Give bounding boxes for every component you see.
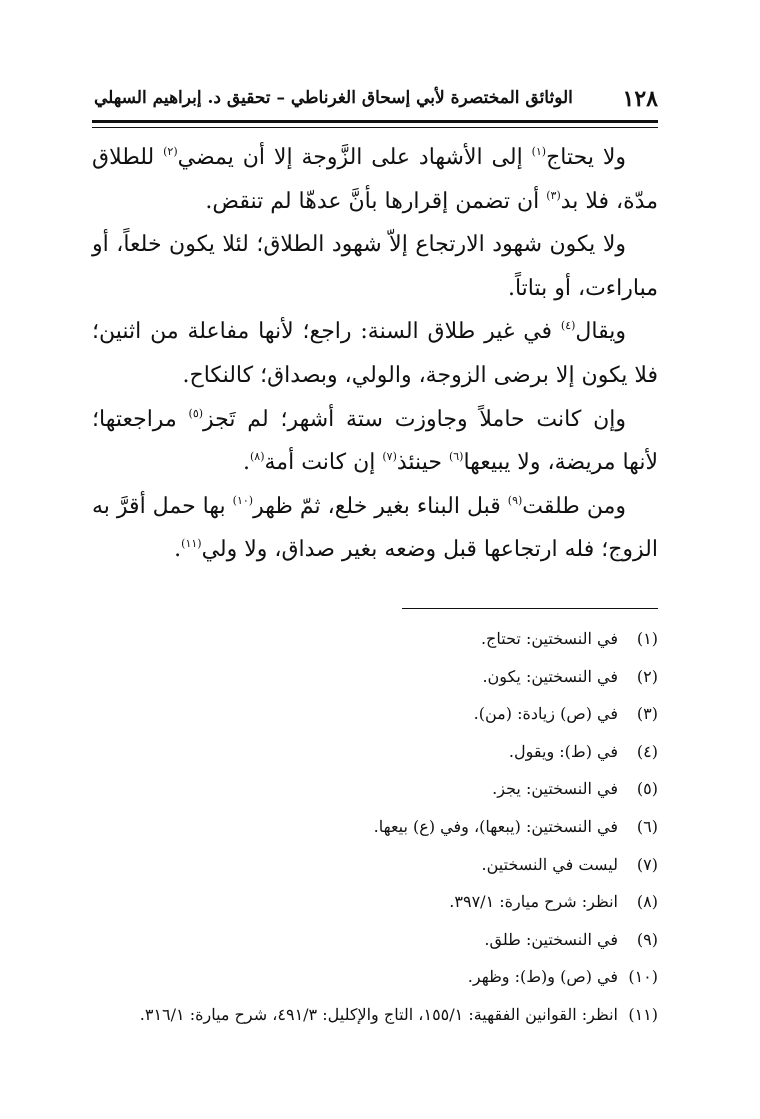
footnote-number: (١) [636,629,658,648]
footnote [92,958,658,996]
footnote [92,770,658,808]
footnote-text: في (ص) زيادة: (من). [473,704,618,724]
footnote [92,921,658,959]
body-text [92,136,658,572]
text-run: إن كانت أمة [264,450,383,476]
text-run: في غير طلاق السنة: راجع؛ لأنها مفاعلة من اثنين؛ فلا يكون إلا برضى الزوجة، والولي، وبصداق؛ كالنكاح. [92,319,658,388]
footnote [92,846,658,884]
body-paragraph [92,136,658,223]
footnote-number: (٨) [636,892,658,912]
footnote-marker: (٥) [188,406,204,420]
footnote-number: (٩) [636,929,658,949]
footnote-marker: (٨) [250,450,265,464]
footnote [92,808,658,846]
header-rule-thin [92,127,658,128]
text-run: ولا يكون شهود الارتجاع إلاّ شهود الطلاق؛ لئلا يكون خلعاً، أو مباراءت، أو بتاتاً. [92,232,658,301]
footnote-text: في النسختين: طلق. [484,929,618,949]
footnote-marker: (٢) [163,145,178,158]
text-run: . [174,537,182,563]
page-number: ١٢٨ [622,86,658,112]
footnote [92,658,658,696]
text-run: أن تضمن إقرارها بأنَّ عدهّا لم تنقض. [205,188,547,214]
footnote-marker: (٧) [382,450,397,464]
footnote [92,996,658,1034]
footnote-separator [402,608,658,609]
body-paragraph [92,223,658,310]
footnote-number: (٦) [636,816,658,836]
footnote-text: انظر: القوانين الفقهية: ١٥٥/١، التاج والإكليل: ٤٩١/٣، شرح ميارة: ٣١٦/١. [139,1004,618,1024]
text-run: للطلاق مدّة، فلا بد [92,145,658,214]
footnote-marker: (٣) [546,188,561,202]
footnote-text: في (ط): ويقول. [508,741,618,761]
footnote-text: انظر: شرح ميارة: ٣٩٧/١. [449,892,618,912]
footnote-text: في (ص) و(ط): وظهر. [467,967,618,987]
footnote-number: (٤) [636,741,658,761]
header-rule-thick [92,120,658,123]
text-run: مراجعتها؛ لأنها مريضة، ولا يبيعها [92,406,658,476]
page-header [92,82,658,116]
text-run: قبل البناء بغير خلع، ثمّ ظهر [253,493,508,519]
footnote-number: (١١) [628,1004,658,1024]
footnote-number: (٢) [636,666,658,686]
footnote-text: في النسختين: تحتاج. [480,629,618,648]
footnote-number: (٧) [636,854,658,874]
body-paragraph [92,310,658,397]
text-run: ويقال [575,319,626,345]
text-run: . [243,450,250,476]
body-paragraph [92,485,658,572]
footnote [92,695,658,733]
footnote-marker: (٤) [560,319,576,333]
footnote [92,620,658,658]
footnote-marker: (٩) [507,493,523,507]
footnote [92,883,658,921]
text-run: حينئذ [396,450,449,476]
footnote-marker: (١) [531,145,547,158]
text-run: إلى الأشهاد على الزَّوجة إلا أن يمضي [177,145,532,170]
body-paragraph [92,398,658,485]
footnote-number: (١٠) [628,967,658,987]
footnote [92,733,658,771]
footnote-text: في النسختين: يجز. [492,779,618,799]
footnote-text: ليست في النسختين. [481,854,618,874]
footnote-text: في النسختين: (يبعها)، وفي (ع) بيعها. [373,816,618,836]
footnote-number: (٣) [636,704,658,724]
footnote-marker: (٦) [448,450,464,464]
text-run: وإن كانت حاملاً وجاوزت ستة أشهر؛ لم تَجز [203,406,627,432]
text-run: ولا يحتاج [546,145,626,170]
text-run: ومن طلقت [522,493,626,519]
footnote-marker: (١١) [181,537,202,551]
footnote-marker: (١٠) [232,493,254,507]
footnote-text: في النسختين: يكون. [482,666,618,686]
footnotes [92,620,658,1034]
footnote-number: (٥) [636,779,658,799]
text-run: بها حمل أقرَّ به الزوج؛ فله ارتجاعها قبل وضعه بغير صداق، ولا ولي [92,493,658,563]
running-title: الوثائق المختصرة لأبي إسحاق الغرناطي – تحقيق د. إبراهيم السهلي [94,88,573,108]
